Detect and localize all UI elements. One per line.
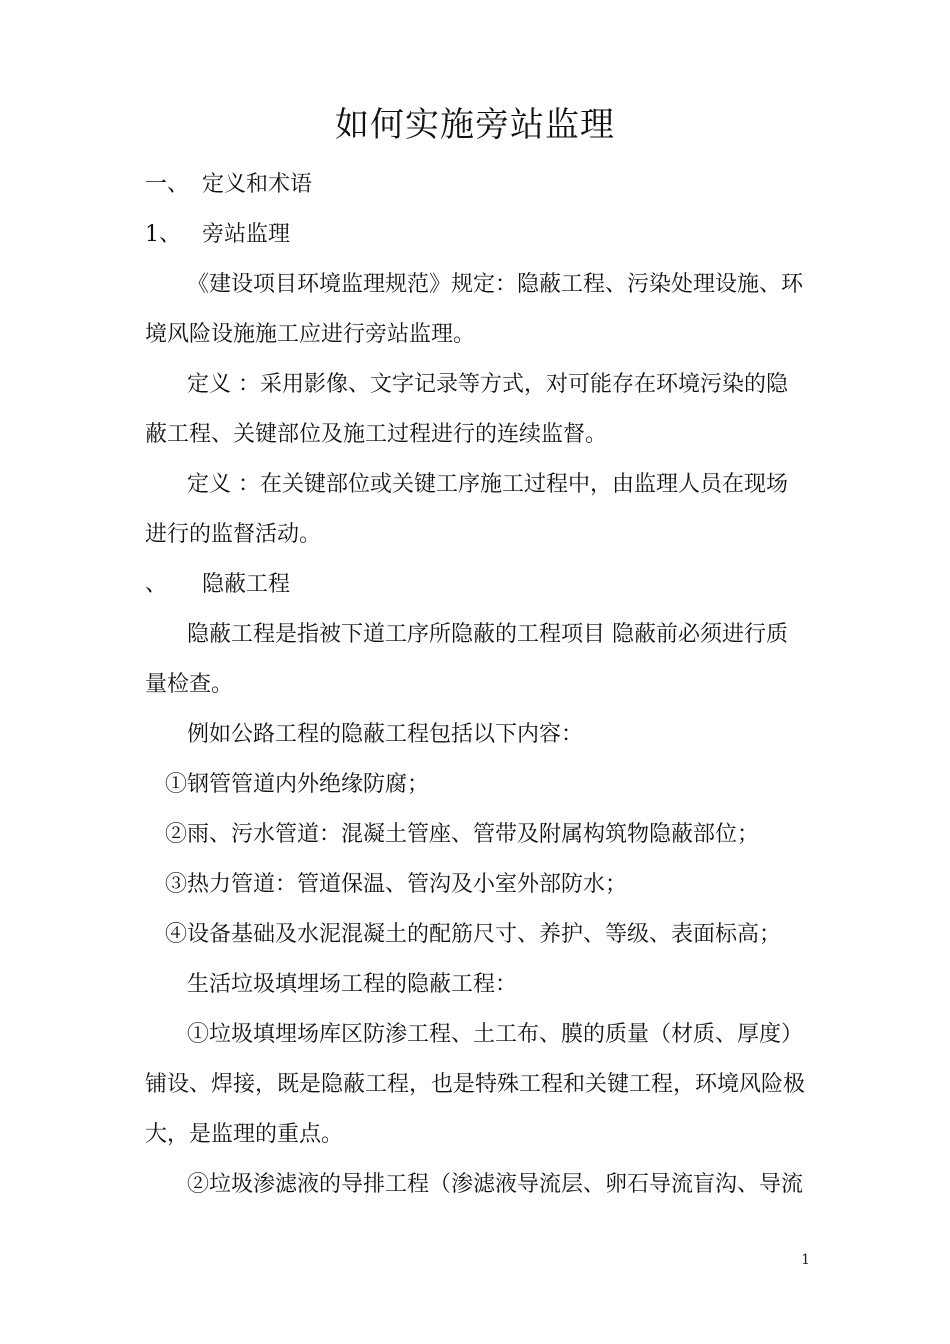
- document-body: [145, 160, 810, 1210]
- paragraph-line: 定义 ：在关键部位或关键工序施工过程中，由监理人员在现场: [187, 472, 788, 497]
- heading-concealed-works: [145, 560, 810, 610]
- paragraph-line: 《建设项目环境监理规范》规定：隐蔽工程、污染处理设施、环: [187, 272, 804, 297]
- paragraph-line: 铺设、焊接，既是隐蔽工程，也是特殊工程和关键工程，环境风险极: [145, 1072, 806, 1097]
- list-item: ①钢管管道内外绝缘防腐；: [165, 772, 430, 797]
- paragraph-line: 量检查。: [145, 672, 234, 697]
- paragraph-line: 大，是监理的重点。: [145, 1122, 344, 1147]
- paragraph-line: 定义 ：采用影像、文字记录等方式，对可能存在环境污染的隐: [187, 372, 788, 397]
- heading-text: 隐蔽工程: [202, 572, 291, 597]
- paragraph-line: 进行的监督活动。: [145, 522, 322, 547]
- heading-text: 定义和术语: [202, 172, 313, 197]
- list-item: ②雨、污水管道：混凝土管座、管带及附属构筑物隐蔽部位；: [165, 822, 760, 847]
- paragraph-line: 蔽工程、关键部位及施工过程进行的连续监督。: [145, 422, 608, 447]
- heading-number: 一、: [145, 172, 190, 197]
- page-number: 1: [801, 1252, 810, 1268]
- list-item: ③热力管道：管道保温、管沟及小室外部防水；: [165, 872, 628, 897]
- paragraph-line: ②垃圾渗滤液的导排工程（渗滤液导流层、卵石导流盲沟、导流: [187, 1172, 804, 1197]
- paragraph-line: 例如公路工程的隐蔽工程包括以下内容：: [187, 722, 584, 747]
- list-item: ④设备基础及水泥混凝土的配筋尺寸、养护、等级、表面标高；: [165, 922, 782, 947]
- heading-number: 1、: [145, 222, 181, 247]
- paragraph-line: 隐蔽工程是指被下道工序所隐蔽的工程项目 隐蔽前必须进行质: [187, 622, 788, 647]
- heading-number: 、: [145, 572, 168, 597]
- paragraph-line: 境风险设施施工应进行旁站监理。: [145, 322, 476, 347]
- paragraph-line: ①垃圾填埋场库区防渗工程、土工布、膜的质量（材质、厚度）: [187, 1022, 804, 1047]
- heading-text: 旁站监理: [202, 222, 291, 247]
- page-title: 如何实施旁站监理: [335, 105, 615, 145]
- paragraph-line: 生活垃圾填埋场工程的隐蔽工程：: [187, 972, 518, 997]
- heading-side-supervision: [145, 210, 810, 260]
- heading-definitions: [145, 160, 810, 210]
